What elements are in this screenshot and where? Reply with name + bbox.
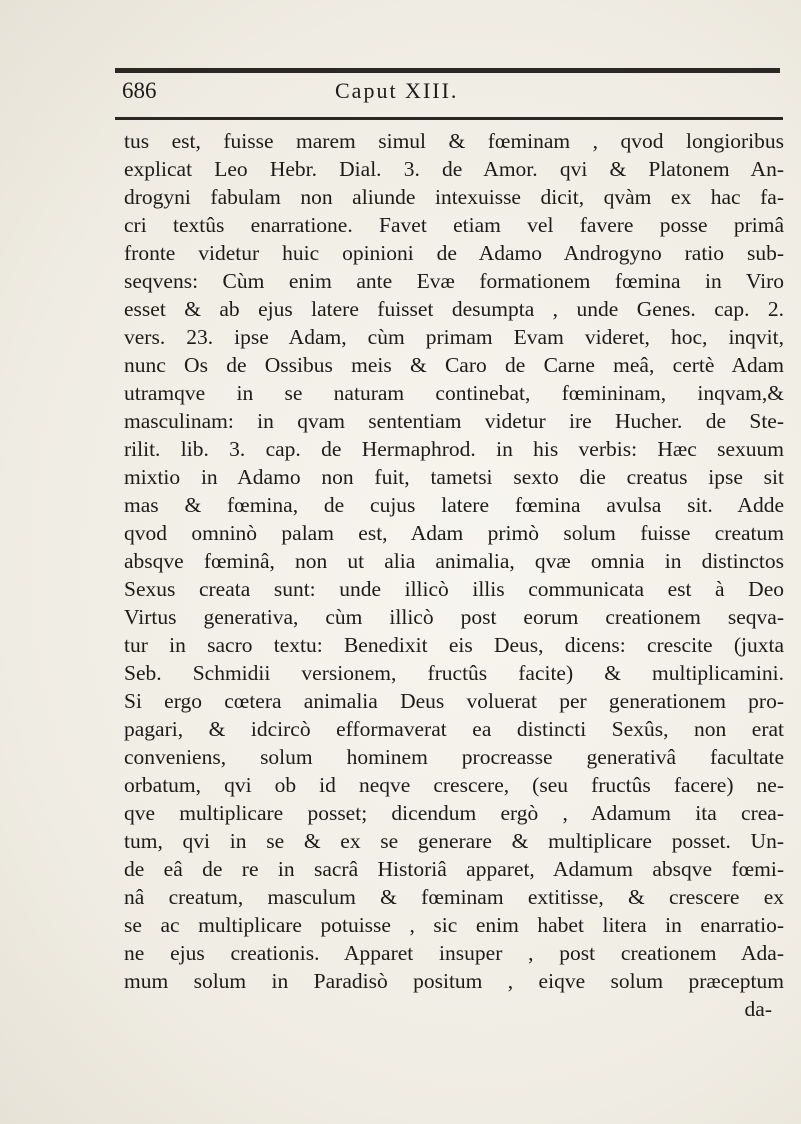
text-line: mum solum in Paradisò positum , eiqve solum præceptum bbox=[124, 969, 784, 993]
text-line: esset & ab ejus latere fuisset desumpta , unde Genes. cap. 2. bbox=[124, 297, 784, 321]
top-rule bbox=[115, 68, 780, 73]
catchword: da- bbox=[744, 997, 772, 1021]
text-line: conveniens, solum hominem procreasse generativâ facultate bbox=[124, 745, 784, 769]
text-line: tum, qvi in se & ex se generare & multiplicare posset. Un- bbox=[124, 829, 784, 853]
text-line: masculinam: in qvam sententiam videtur ire Hucher. de Ste- bbox=[124, 409, 784, 433]
text-line: absqve fœminâ, non ut alia animalia, qvæ omnia in distinctos bbox=[124, 549, 784, 573]
text-line: tus est, fuisse marem simul & fœminam , qvod longioribus bbox=[124, 129, 784, 153]
text-line: se ac multiplicare potuisse , sic enim habet litera in enarratio- bbox=[124, 913, 784, 937]
text-line: ne ejus creationis. Apparet insuper , post creationem Ada- bbox=[124, 941, 784, 965]
text-line: Seb. Schmidii versionem, fructûs facite) & multiplicamini. bbox=[124, 661, 784, 685]
body-text bbox=[124, 127, 784, 1023]
text-line: qvod omninò palam est, Adam primò solum fuisse creatum bbox=[124, 521, 784, 545]
header-rule bbox=[115, 117, 783, 120]
text-line: vers. 23. ipse Adam, cùm primam Evam videret, hoc, inqvit, bbox=[124, 325, 784, 349]
text-line: qve multiplicare posset; dicendum ergò , Adamum ita crea- bbox=[124, 801, 784, 825]
text-line: mas & fœmina, de cujus latere fœmina avulsa sit. Adde bbox=[124, 493, 784, 517]
text-line: utramqve in se naturam continebat, fœmininam, inqvam,& bbox=[124, 381, 784, 405]
text-line: Sexus creata sunt: unde illicò illis communicata est à Deo bbox=[124, 577, 784, 601]
text-line: Virtus generativa, cùm illicò post eorum creationem seqva- bbox=[124, 605, 784, 629]
text-line: pagari, & idcircò efformaverat ea distincti Sexûs, non erat bbox=[124, 717, 784, 741]
text-line: explicat Leo Hebr. Dial. 3. de Amor. qvi & Platonem An- bbox=[124, 157, 784, 181]
text-line: mixtio in Adamo non fuit, tametsi sexto die creatus ipse sit bbox=[124, 465, 784, 489]
text-line: de eâ de re in sacrâ Historiâ apparet, Adamum absqve fœmi- bbox=[124, 857, 784, 881]
text-line: nunc Os de Ossibus meis & Caro de Carne meâ, certè Adam bbox=[124, 353, 784, 377]
text-line: seqvens: Cùm enim ante Evæ formationem fœmina in Viro bbox=[124, 269, 784, 293]
text-line: orbatum, qvi ob id neqve crescere, (seu fructûs facere) ne- bbox=[124, 773, 784, 797]
text-line: rilit. lib. 3. cap. de Hermaphrod. in his verbis: Hæc sexuum bbox=[124, 437, 784, 461]
running-head: Caput XIII. bbox=[335, 78, 459, 103]
text-line: drogyni fabulam non aliunde intexuisse dicit, qvàm ex hac fa- bbox=[124, 185, 784, 209]
text-line: fronte videtur huic opinioni de Adamo Androgyno ratio sub- bbox=[124, 241, 784, 265]
text-line: cri textûs enarratione. Favet etiam vel favere posse primâ bbox=[124, 213, 784, 237]
text-line: Si ergo cœtera animalia Deus voluerat per generationem pro- bbox=[124, 689, 784, 713]
text-line: tur in sacro textu: Benedixit eis Deus, dicens: crescite (juxta bbox=[124, 633, 784, 657]
page-number: 686 bbox=[122, 78, 157, 103]
page-header bbox=[0, 76, 801, 116]
text-line: nâ creatum, masculum & fœminam extitisse, & crescere ex bbox=[124, 885, 784, 909]
